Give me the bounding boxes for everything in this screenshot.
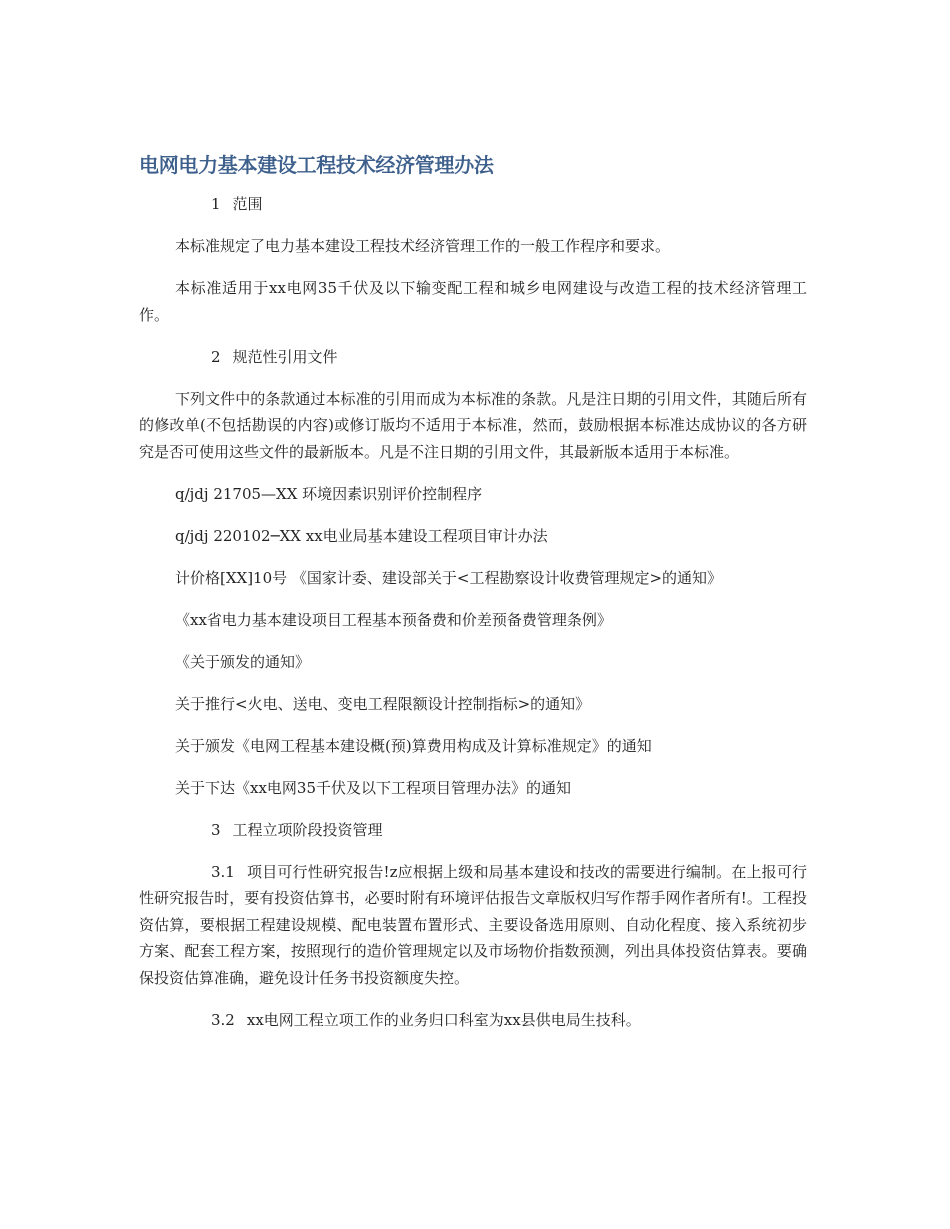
clause-number: 3.1 (211, 862, 235, 881)
clause-text: xx电网工程立项工作的业务归口科室为xx县供电局生技科。 (246, 1010, 641, 1029)
document-title: 电网电力基本建设工程技术经济管理办法 (139, 153, 494, 177)
section-number: 2 (211, 347, 221, 366)
body-paragraph: 下列文件中的条款通过本标准的引用而成为本标准的条款。凡是注日期的引用文件，其随后所有的修改单(不包括勘误的内容)或修订版均不适用于本标准，然而，鼓励根据本标准达成协议的各方研究是否可使用这些文件的最新版本。凡是不注日期的引用文件，其最新版本适用于本标准。 (139, 389, 807, 461)
reference-item: 《xx省电力基本建设项目工程基本预备费和价差预备费管理条例》 (175, 610, 612, 629)
reference-item: 关于推行<火电、送电、变电工程限额设计控制指标>的通知》 (175, 694, 591, 713)
reference-item: 计价格[XX]10号 《国家计委、建设部关于<工程勘察设计收费管理规定>的通知》 (175, 568, 723, 587)
section-heading (139, 191, 807, 218)
reference-item: 关于颁发《电网工程基本建设概(预)算费用构成及计算标准规定》的通知 (175, 736, 652, 755)
section-heading-text: 工程立项阶段投资管理 (232, 820, 383, 839)
document-page (139, 148, 807, 1049)
reference-item: q/jdj 220102─XX xx电业局基本建设工程项目审计办法 (175, 526, 548, 545)
reference-item: 关于下达《xx电网35千伏及以下工程项目管理办法》的通知 (175, 778, 572, 797)
reference-item: q/jdj 21705—XX 环境因素识别评价控制程序 (175, 484, 483, 503)
clause-paragraph (139, 859, 807, 992)
section-number: 1 (211, 195, 221, 213)
body-paragraph: 本标准规定了电力基本建设工程技术经济管理工作的一般工作程序和要求。 (175, 237, 671, 255)
section-heading (139, 817, 807, 844)
clause-paragraph (139, 1007, 807, 1034)
section-heading-text: 范围 (232, 195, 263, 213)
clause-number: 3.2 (211, 1010, 235, 1029)
clause-text: 项目可行性研究报告!z应根据上级和局基本建设和技改的需要进行编制。在上报可行性研究报告时，要有投资估算书，必要时附有环境评估报告文章版权归写作帮手网作者所有!。工程投资估算，要根据工程建设规模、配电装置布置形式、主要设备选用原则、自动化程度、接入系统初步方案、配套工程方案，按照现行的造价管理规定以及市场物价指数预测，列出具体投资估算表。要确保投资估算准确，避免设计任务书投资额度失控。 (139, 862, 807, 987)
section-heading-text: 规范性引用文件 (232, 347, 338, 366)
body-paragraph: 本标准适用于xx电网35千伏及以下输变配工程和城乡电网建设与改造工程的技术经济管理工作。 (139, 279, 807, 324)
section-number: 3 (211, 820, 221, 839)
section-heading (139, 344, 807, 371)
reference-item: 《关于颁发的通知》 (175, 652, 311, 671)
